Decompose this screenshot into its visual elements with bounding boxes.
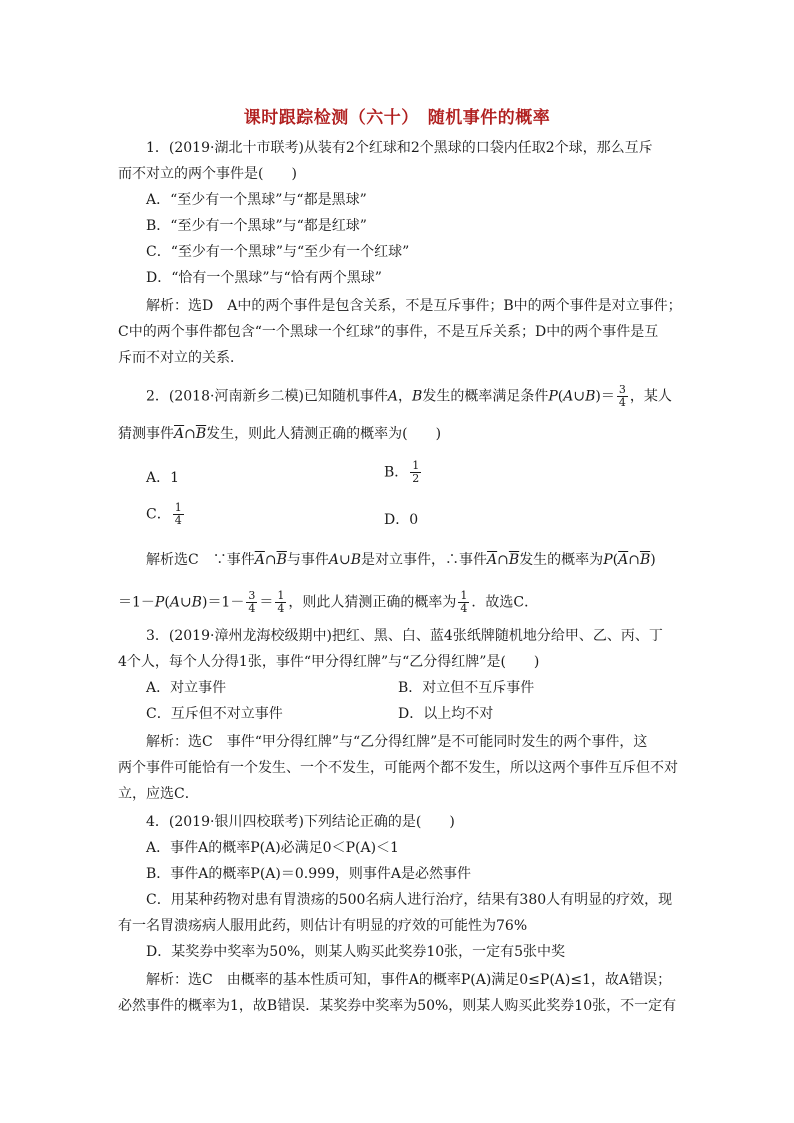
q2-var-a-bar: $\overline{A}$ xyxy=(254,552,265,568)
q2-comma: ， xyxy=(398,388,413,405)
q2-var-b-bar: $\overline{B}$ xyxy=(639,552,651,568)
q1-stem-line1: 1．(2019·湖北十市联考)从装有2个红球和2个黑球的口袋内任取2个球，那么互斥 xyxy=(146,140,653,156)
union-symbol: ∪ xyxy=(179,594,192,611)
q2-stem-line1 xyxy=(146,384,672,409)
union-symbol: ∪ xyxy=(573,388,586,405)
q2-ana-text: ，则此人猜测正确的概率为 xyxy=(288,594,457,611)
q1-option-d: D．“恰有一个黑球”与“恰有两个黑球” xyxy=(146,270,382,286)
q2-ana-text: 与事件 xyxy=(286,552,329,568)
paren: ) xyxy=(201,594,208,611)
option-label: C． xyxy=(146,506,171,523)
q1-analysis-line3: 斥而不对立的关系． xyxy=(118,350,244,366)
q2-analysis-line1 xyxy=(146,550,656,570)
q1-analysis-line1: 解析：选D A中的两个事件是包含关系，不是互斥事件；B中的两个事件是对立事件； xyxy=(146,298,682,314)
q2-var-b: B xyxy=(350,552,362,568)
q2-ana-text: ＝1－ xyxy=(207,594,245,611)
q4-option-c-line1: C．用某种药物对患有胃溃疡的500名病人进行治疗，结果有380人有明显的疗效，现 xyxy=(146,892,673,908)
q2-analysis-line2 xyxy=(118,590,538,615)
frac-den: 4 xyxy=(248,602,256,615)
frac-num: 1 xyxy=(460,589,468,602)
q2-text: 发生，则此人猜测正确的概率为( ) xyxy=(206,426,442,442)
q1-option-b: B．“至少有一个黑球”与“都是红球” xyxy=(146,218,367,234)
paren: ( xyxy=(557,388,564,405)
q4-stem-line1: 4．(2019·银川四校联考)下列结论正确的是( ) xyxy=(146,814,455,830)
q2-var-b-bar: $\overline{B}$ xyxy=(508,552,520,568)
q3-stem-line2: 4个人，每个人分得1张，事件“甲分得红牌”与“乙分得红牌”是( ) xyxy=(118,654,540,670)
frac-num: 1 xyxy=(277,589,285,602)
fraction-three-quarters xyxy=(617,384,628,409)
q2-option-d: D．0 xyxy=(384,512,419,528)
fraction-one-half xyxy=(410,460,421,485)
frac-den: 4 xyxy=(460,602,468,615)
option-label: B． xyxy=(384,464,409,481)
q4-analysis-line1: 解析：选C 由概率的基本性质可知，事件A的概率P(A)满足0≤P(A)≤1，故A错误； xyxy=(146,972,672,988)
q2-p: P xyxy=(548,388,558,405)
intersection-symbol: ∩ xyxy=(628,552,640,568)
q2-var-a-bar: $\overline{A}$ xyxy=(174,426,185,442)
q4-analysis-line2: 必然事件的概率为1，故B错误．某奖券中奖率为50%，则某人购买此奖券10张，不一定有 xyxy=(118,998,677,1014)
q4-option-a: A．事件A的概率P(A)必满足0＜P(A)＜1 xyxy=(146,840,399,856)
q2-stem-line2 xyxy=(118,424,441,444)
q2-ana-text: 解析选C ∵事件 xyxy=(146,552,255,568)
q2-text: 发生的概率满足条件 xyxy=(422,388,549,405)
fraction-one-quarter xyxy=(173,502,184,527)
q2-text: 2．(2018·河南新乡二模)已知随机事件 xyxy=(146,388,388,405)
frac-num: 3 xyxy=(248,589,256,602)
frac-den: 2 xyxy=(412,472,420,485)
frac-den: 4 xyxy=(174,514,182,527)
intersection-symbol: ∩ xyxy=(264,552,277,568)
fraction-one-quarter xyxy=(458,590,469,615)
q2-var-b: B xyxy=(191,594,202,611)
q2-option-b xyxy=(384,460,423,485)
paren: ) xyxy=(595,388,601,405)
q2-var-a-bar: $\overline{A}$ xyxy=(487,552,498,568)
q3-option-d: D．以上均不对 xyxy=(398,706,494,722)
equals: ＝ xyxy=(600,388,615,405)
q2-p: P xyxy=(603,552,613,568)
paren: ( xyxy=(612,552,619,568)
q3-option-a: A．对立事件 xyxy=(146,680,227,696)
q3-stem-line1: 3．(2019·漳州龙海校级期中)把红、黑、白、蓝4张纸牌随机地分给甲、乙、丙、丁 xyxy=(146,628,663,644)
q2-ana-text: 是对立事件，∴事件 xyxy=(361,552,488,568)
q2-var-b: B xyxy=(585,388,596,405)
q1-option-a: A．“至少有一个黑球”与“都是黑球” xyxy=(146,192,367,208)
q2-ana-text: ＝ xyxy=(259,594,274,611)
q1-option-c: C．“至少有一个黑球”与“至少有一个红球” xyxy=(146,244,410,260)
q3-analysis-line1: 解析：选C 事件“甲分得红牌”与“乙分得红牌”是不可能同时发生的两个事件，这 xyxy=(146,734,648,750)
q1-stem-line2: 而不对立的两个事件是( ) xyxy=(118,166,297,182)
q2-ana-text: 发生的概率为 xyxy=(519,552,604,568)
q2-ana-text: ．故选C． xyxy=(471,594,539,611)
frac-num: 1 xyxy=(412,459,420,472)
q3-option-b: B．对立但不互斥事件 xyxy=(398,680,535,696)
paren: ( xyxy=(164,594,170,611)
q2-option-a: A．1 xyxy=(146,470,180,486)
q1-analysis-line2: C中的两个事件都包含“一个黑球一个红球”的事件，不是互斥关系；D中的两个事件是互 xyxy=(118,324,659,340)
paren: ) xyxy=(650,552,656,568)
q2-text: 猜测事件 xyxy=(118,426,174,442)
q2-var-a: A xyxy=(169,594,180,611)
q2-ana-text: ＝1－ xyxy=(118,594,155,611)
q2-var-a: A xyxy=(563,388,574,405)
frac-den: 4 xyxy=(277,602,285,615)
fraction-three-quarters xyxy=(246,590,257,615)
q3-analysis-line3: 立，应选C． xyxy=(118,786,199,802)
q2-var-b-bar: $\overline{B}$ xyxy=(276,552,287,568)
q2-var-a-bar: $\overline{A}$ xyxy=(618,552,629,568)
q2-var-a: A xyxy=(387,388,399,405)
q4-option-c-line2: 有一名胃溃疡病人服用此药，则估计有明显的疗效的可能性为76% xyxy=(118,918,528,934)
frac-num: 1 xyxy=(174,501,182,514)
union-symbol: ∪ xyxy=(339,552,351,568)
frac-den: 4 xyxy=(618,396,626,409)
q2-var-b-bar: $\overline{B}$ xyxy=(195,426,207,442)
q4-option-b: B．事件A的概率P(A)＝0.999，则事件A是必然事件 xyxy=(146,866,472,882)
page-title: 课时跟踪检测（六十） 随机事件的概率 xyxy=(243,108,551,128)
q2-var-a: A xyxy=(328,552,339,568)
intersection-symbol: ∩ xyxy=(184,426,196,442)
q3-option-c: C．互斥但不对立事件 xyxy=(146,706,283,722)
q2-p: P xyxy=(154,594,165,611)
q4-option-d: D．某奖券中奖率为50%，则某人购买此奖券10张，一定有5张中奖 xyxy=(146,944,566,960)
q2-var-b: B xyxy=(412,388,423,405)
q2-option-c xyxy=(146,502,186,527)
intersection-symbol: ∩ xyxy=(497,552,509,568)
q3-analysis-line2: 两个事件可能恰有一个发生、一个不发生，可能两个都不发生，所以这两个事件互斥但不对 xyxy=(118,760,678,776)
frac-num: 3 xyxy=(618,383,626,396)
fraction-one-quarter xyxy=(275,590,286,615)
q2-text: ，某人 xyxy=(629,388,672,405)
